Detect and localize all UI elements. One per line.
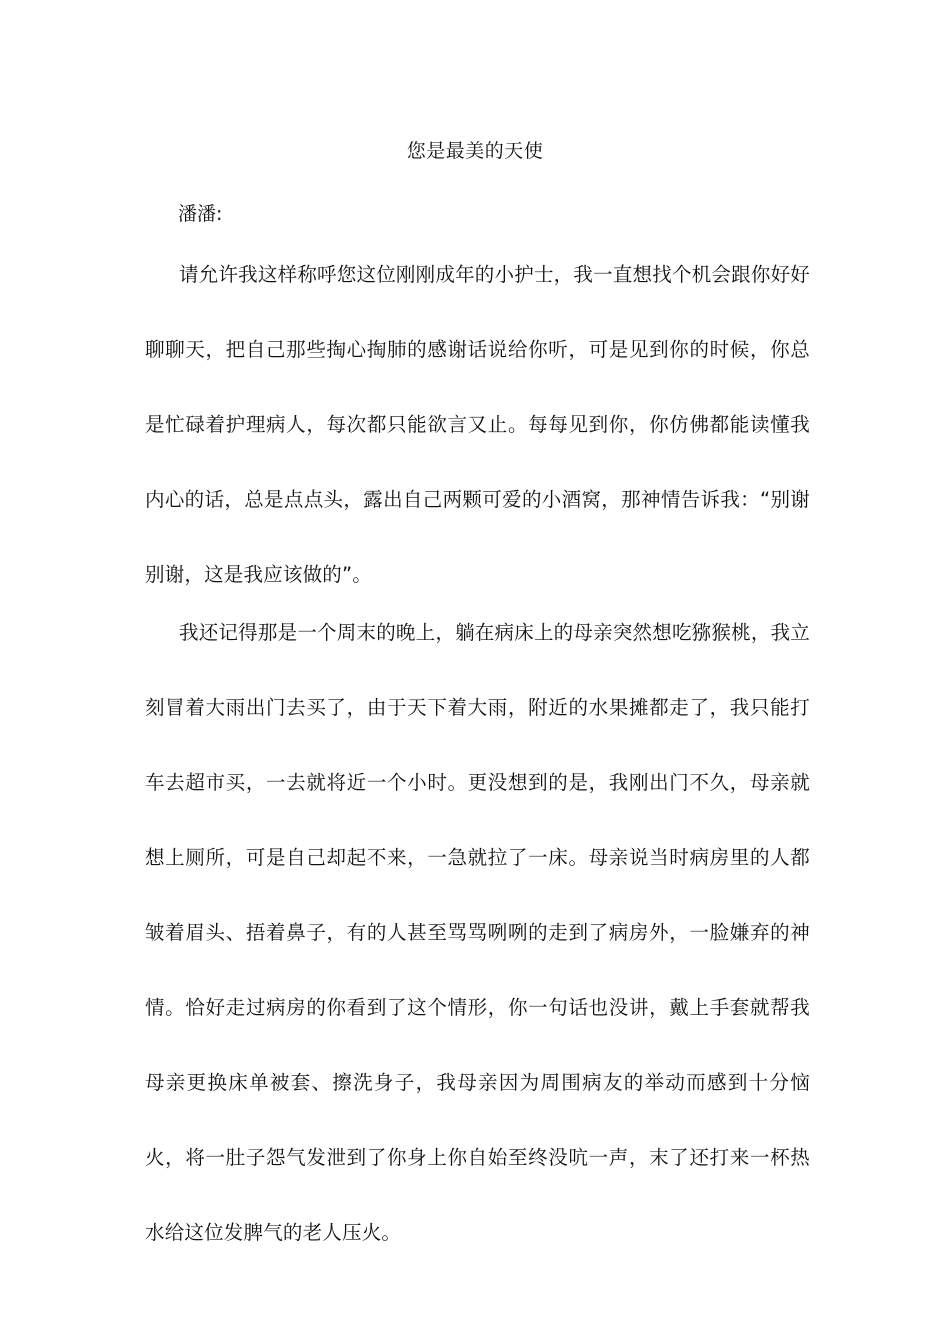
salutation: 潘潘: xyxy=(178,203,223,225)
document-title: 您是最美的天使 xyxy=(406,140,544,162)
paragraph-2: 我还记得那是一个周末的晚上，躺在病床上的母亲突然想吃猕猴桃，我立刻冒着大雨出门去买了，由于天下着大雨，附近的水果摊都走了，我只能打车去超市买，一去就将近一个小时。更没想到的是，我刚出门不久，母亲就想上厕所，可是自己却起不来，一急就拉了一床。母亲说当时病房里的人都皱着眉头、捂着鼻子，有的人甚至骂骂咧咧的走到了病房外，一脸嫌弃的神情。恰好走过病房的你看到了这个情形，你一句话也没讲，戴上手套就帮我母亲更换床单被套、擦洗身子，我母亲因为周围病友的举动而感到十分恼火，将一肚子怨气发泄到了你身上你自始至终没吭一声，末了还打来一杯热水给这位发脾气的老人压火。 xyxy=(145,621,810,1244)
paragraph-1: 请允许我这样称呼您这位刚刚成年的小护士，我一直想找个机会跟你好好聊聊天，把自己那些掏心掏肺的感谢话说给你听，可是见到你的时候，你总是忙碌着护理病人，每次都只能欲言又止。每每见到你，你仿佛都能读懂我内心的话，总是点点头，露出自己两颗可爱的小酒窝，那神情告诉我：“别谢别谢，这是我应该做的”。 xyxy=(145,263,810,586)
